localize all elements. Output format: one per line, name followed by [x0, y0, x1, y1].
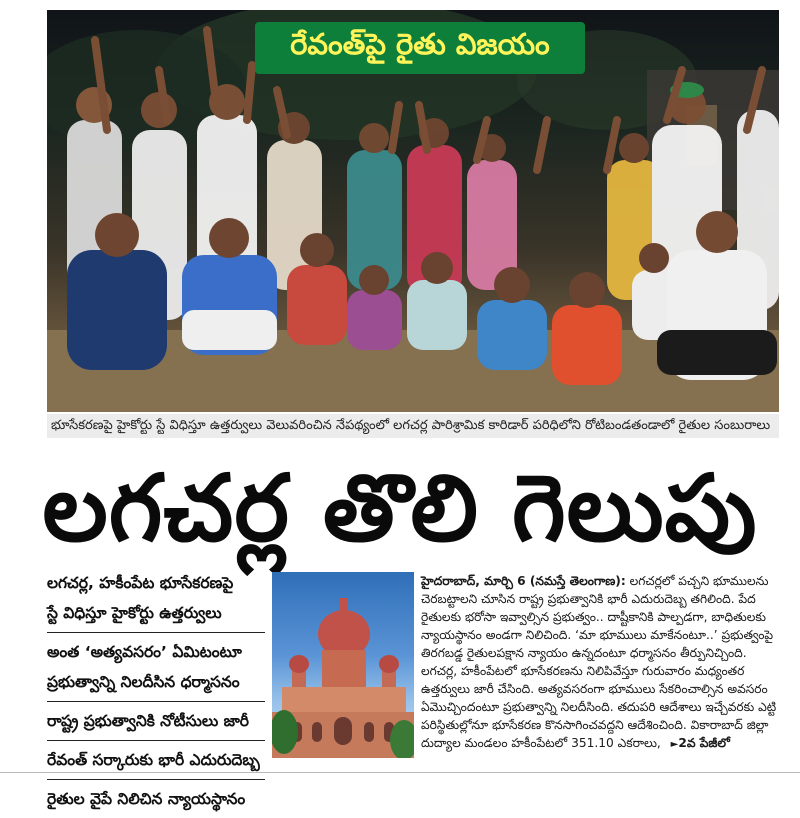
- highlight-line: రాష్ట్ర ప్రభుత్వానికి నోటీసులు జారీ: [47, 712, 249, 730]
- page-bottom-rule: [0, 772, 800, 773]
- article-dateline: హైదరాబాద్, మార్చి 6 (నమస్తే తెలంగాణ):: [421, 574, 626, 588]
- highlight-line: అంత ‘అత్యవసరం’ ఏమిటంటూ: [47, 643, 242, 661]
- photo-banner: రేవంత్‌పై రైతు విజయం: [255, 22, 585, 74]
- highlight-line: స్టే విధిస్తూ హైకోర్టు ఉత్తర్వులు: [47, 604, 222, 622]
- continued-label: 2వ పేజీలో: [678, 736, 730, 750]
- highlight-line: లగచర్ల, హకీంపేట భూసేకరణపై: [47, 574, 234, 592]
- divider: [47, 740, 265, 741]
- highlight-line: రేవంత్ సర్కారుకు భారీ ఎదురుదెబ్బ: [47, 751, 260, 769]
- highlight-line: రైతుల వైపే నిలిచిన న్యాయస్థానం: [47, 790, 246, 808]
- highlights-column: [47, 572, 265, 818]
- divider: [47, 779, 265, 780]
- high-court-illustration: [272, 572, 414, 758]
- highlight-line: ప్రభుత్వాన్ని నిలదీసిన ధర్మాసనం: [47, 673, 240, 691]
- headline: లగచర్ల తొలి గెలుపు: [42, 455, 758, 562]
- photo-caption: భూసేకరణపై హైకోర్టు స్టే విధిస్తూ ఉత్తర్వులు వెలువరించిన నేపథ్యంలో లగచర్ల పారిశ్రామిక కారిడార్ పరిధిలోని రోటిబండతండాలో రైతుల సంబురాలు: [47, 414, 779, 438]
- continued-on-page-link[interactable]: [671, 734, 730, 754]
- crowd-photo: [47, 10, 779, 412]
- article-body: [421, 572, 777, 754]
- high-court-photo: [272, 572, 414, 758]
- article-text: లగచర్లలో పచ్చని భూములను చెరబట్టాలని చూసిన రాష్ట్ర ప్రభుత్వానికి భారీ ఎదురుదెబ్బ తగిలింది. పేద రైతులకు భరోసా ఇవ్వాల్సిన ప్రభుత్వం.. దాష్టీకానికి పాల్పడగా, బాధితులకు న్యాయస్థానం అండగా నిలిచింది. ‘మా భూములు మాకేనంటూ..’ ప్రభుత్వంపై తిరగబడ్డ రైతులపక్షాన న్యాయం ఉన్నదంటూ ధర్మాసనం తీర్పునిచ్చింది. లగచర్ల, హకీంపేటలో భూసేకరణను నిలిపివేస్తూ గురువారం మధ్యంతర ఉత్తర్వులు జారీ చేసింది. అత్యవసరంగా భూములు సేకరించాల్సిన అవసరం ఏమొచ్చిందంటూ ప్రభుత్వాన్ని నిలదీసింది. తదుపరి ఆదేశాలు ఇచ్చేవరకు ఎట్టి పరిస్థితుల్లోనూ భూసేకరణ కొనసాగించవద్దని ఆదేశించింది. వికారాబాద్ జిల్లా దుద్యాల మండలం హకీంపేటలో 351.10 ఎకరాలు,: [421, 574, 777, 750]
- divider: [47, 701, 265, 702]
- arrow-right-icon: ►: [670, 739, 679, 750]
- divider: [47, 632, 265, 633]
